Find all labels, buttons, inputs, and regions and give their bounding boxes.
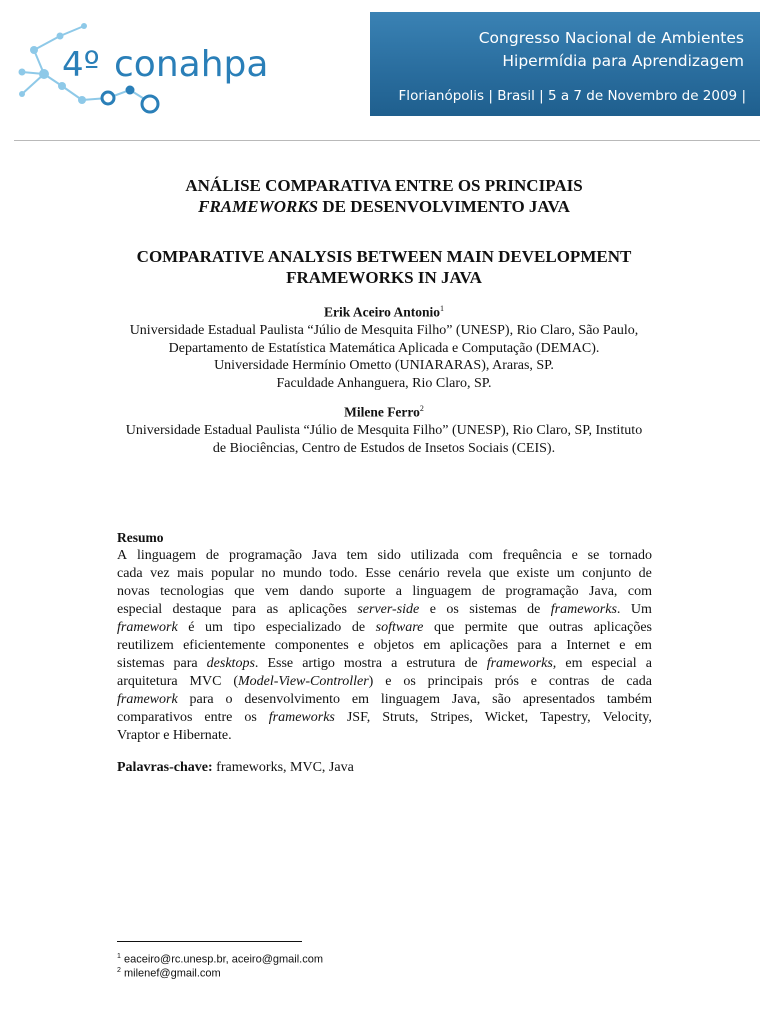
conference-header <box>0 0 768 130</box>
abstract-word: software <box>375 620 424 635</box>
abstract-word: em <box>351 692 370 707</box>
abstract-word: apresentados <box>522 692 596 707</box>
title-en-line2: FRAMEWORKS IN JAVA <box>286 268 482 287</box>
abstract-word: programação <box>228 548 303 563</box>
abstract-word: objetos <box>373 638 415 653</box>
abstract-word: para <box>517 638 542 653</box>
footnote-text: eaceiro@rc.unesp.br, aceiro@gmail.com <box>120 953 323 966</box>
abstract-word: os <box>403 674 416 689</box>
abstract-word: de <box>601 674 615 689</box>
abstract-word: utilizada <box>410 548 459 563</box>
author-affiliation: Departamento de Estatística Matemática Aplicada e Computação (DEMAC). <box>168 340 600 356</box>
abstract-word: Velocity, <box>602 710 652 725</box>
abstract-word: com <box>627 584 652 599</box>
abstract-word: framework <box>117 692 178 707</box>
abstract-word: Stripes, <box>430 710 473 725</box>
header-divider <box>14 140 760 141</box>
abstract-word: especial <box>591 656 637 671</box>
author-affiliation: Faculdade Anhanguera, Rio Claro, SP. <box>276 375 492 391</box>
abstract-word: a <box>550 638 558 653</box>
abstract-word: conjunto <box>582 566 632 581</box>
abstract-word: estrutura <box>406 656 456 671</box>
abstract-word: que <box>234 584 255 599</box>
abstract-word: a <box>391 656 398 671</box>
author-affiliation: de Biociências, Centro de Estudos de Insetos Sociais (CEIS). <box>212 440 556 456</box>
molecule-logo-icon <box>12 14 352 124</box>
abstract-word: artigo <box>302 656 335 671</box>
footnote-mark: 1 <box>117 953 121 960</box>
abstract-word: suporte <box>344 584 386 599</box>
abstract-word: linguagem <box>412 584 472 599</box>
author-name: Milene Ferro <box>344 404 420 420</box>
abstract-word: aplicações <box>593 620 652 635</box>
abstract-word: permite <box>464 620 508 635</box>
author-affiliation: Universidade Hermínio Ometto (UNIARARAS), Araras, SP. <box>214 358 554 374</box>
conference-banner <box>370 12 760 116</box>
abstract-word: JSF, <box>346 710 371 725</box>
abstract-word: com <box>468 548 493 563</box>
abstract-word: de <box>351 620 366 635</box>
abstract-line <box>117 727 652 745</box>
abstract-word: principais <box>427 674 483 689</box>
abstract-word: de <box>464 656 478 671</box>
abstract-word: também <box>606 692 652 707</box>
abstract-word: MVC <box>189 674 222 689</box>
abstract-word: vez <box>150 566 170 581</box>
abstract-word: linguagem <box>136 548 197 563</box>
abstract-word: linguagem <box>380 692 441 707</box>
author-block-1 <box>0 300 768 392</box>
title-portuguese <box>0 175 768 217</box>
abstract-word: mostra <box>343 656 383 671</box>
abstract-word: que <box>433 620 455 635</box>
abstract-word: frequência <box>502 548 562 563</box>
abstract-word: A <box>117 548 128 563</box>
abstract-word: prós <box>494 674 519 689</box>
footnote-mark: 2 <box>117 967 121 974</box>
title-pt-line1: ANÁLISE COMPARATIVA ENTRE OS PRINCIPAIS <box>185 176 583 195</box>
keywords-label: Palavras-chave: <box>117 760 213 775</box>
abstract-word: a <box>395 584 402 599</box>
abstract-word: e <box>385 674 392 689</box>
abstract-word: cada <box>117 566 143 581</box>
abstract-line <box>117 709 652 727</box>
abstract-word: de <box>638 566 652 581</box>
abstract-word: a <box>645 656 652 671</box>
abstract-body <box>117 547 652 745</box>
abstract-word: aplicações <box>288 602 347 617</box>
abstract-word: destaque <box>172 602 222 617</box>
keywords-value: frameworks, MVC, Java <box>212 760 354 775</box>
abstract-word: de <box>481 584 496 599</box>
author-block-2 <box>0 400 768 457</box>
abstract-word: contras <box>548 674 590 689</box>
author-footnote-mark: 2 <box>419 404 424 413</box>
logo-number: 4º <box>62 45 100 85</box>
title-pt-italic: FRAMEWORKS <box>198 197 319 216</box>
abstract-word: todo. <box>329 566 358 581</box>
abstract-word: um <box>556 566 575 581</box>
abstract-word: mundo <box>282 566 322 581</box>
abstract-word: frameworks. <box>550 602 621 617</box>
abstract-word: para <box>173 656 198 671</box>
abstract-word: entre <box>204 710 233 725</box>
abstract-word: tem <box>346 548 368 563</box>
abstract-word: é <box>188 620 195 635</box>
abstract-word: sistemas <box>117 656 165 671</box>
keywords-line <box>117 759 354 777</box>
abstract-line <box>117 619 652 637</box>
abstract-word: Java, <box>451 692 481 707</box>
footnote-2 <box>117 964 221 981</box>
abstract-line <box>117 583 652 601</box>
abstract-word: Hibernate. <box>172 728 232 743</box>
abstract-word: aplicações <box>449 638 509 653</box>
author-affiliation: Universidade Estadual Paulista “Júlio de Mesquita Filho” (UNESP), Rio Claro, SP, Instituto <box>125 423 643 439</box>
abstract-word: Wicket, <box>484 710 529 725</box>
abstract-word: Um <box>630 602 652 617</box>
abstract-word: reutilizem <box>117 638 174 653</box>
logo-word: conahpa <box>114 44 269 85</box>
abstract-word: um <box>205 620 223 635</box>
abstract-word: desktops. <box>206 656 259 671</box>
abstract-line <box>117 673 652 691</box>
abstract-word: que <box>518 620 539 635</box>
abstract-word: e <box>163 728 170 743</box>
abstract-word: em <box>634 638 652 653</box>
abstract-word: existe <box>516 566 550 581</box>
footnote-divider <box>117 941 302 942</box>
abstract-line <box>117 601 652 619</box>
abstract-word: Java, <box>589 584 618 599</box>
abstract-word: Esse <box>365 566 391 581</box>
abstract-word: em <box>423 638 441 653</box>
abstract-word: e <box>429 602 436 617</box>
abstract-word: cenário <box>398 566 440 581</box>
abstract-word: revela <box>447 566 482 581</box>
banner-title-line2: Hipermídia para Aprendizagem <box>502 52 744 70</box>
abstract-word: tecnologias <box>160 584 224 599</box>
abstract-word: cada <box>626 674 652 689</box>
title-en-line1: COMPARATIVE ANALYSIS BETWEEN MAIN DEVELOPMENT <box>136 247 632 266</box>
abstract-word: Esse <box>267 656 294 671</box>
abstract-word: vem <box>264 584 290 599</box>
abstract-word: sistemas <box>469 602 517 617</box>
title-pt-line2 <box>0 196 768 217</box>
abstract-word: mais <box>177 566 204 581</box>
author-footnote-mark: 1 <box>440 304 444 313</box>
abstract-word: popular <box>211 566 254 581</box>
abstract-word: novas <box>117 584 150 599</box>
conahpa-logo <box>12 14 352 124</box>
abstract-word: Tapestry, <box>540 710 591 725</box>
abstract-word: e <box>619 638 626 653</box>
abstract-word: em <box>565 656 583 671</box>
author-affiliation: Universidade Estadual Paulista “Júlio de Mesquita Filho” (UNESP), Rio Claro, São Paulo, <box>129 323 639 339</box>
banner-location-date: Florianópolis | Brasil | 5 a 7 de Novembro de 2009 | <box>398 88 746 104</box>
abstract-word: os <box>446 602 459 617</box>
abstract-word: são <box>492 692 511 707</box>
title-english <box>0 246 768 288</box>
abstract-word: de <box>205 548 220 563</box>
abstract-word: (Model-View-Controller) <box>233 674 374 689</box>
abstract-word: server-side <box>357 602 420 617</box>
abstract-word: que <box>488 566 510 581</box>
abstract-line <box>117 691 652 709</box>
abstract-word: especializado <box>265 620 342 635</box>
abstract-word: e <box>571 548 578 563</box>
abstract-word: frameworks <box>268 710 335 725</box>
banner-title-line1: Congresso Nacional de Ambientes <box>478 29 744 47</box>
abstract-word: comparativos <box>117 710 193 725</box>
abstract-word: o <box>225 692 233 707</box>
footnote-text: milenef@gmail.com <box>120 967 221 980</box>
abstract-word: e <box>358 638 365 653</box>
abstract-word: sido <box>377 548 401 563</box>
abstract-heading: Resumo <box>117 530 164 545</box>
abstract-line <box>117 637 652 655</box>
abstract-word: especial <box>117 602 163 617</box>
abstract-word: dando <box>299 584 334 599</box>
abstract-word: desenvolvimento <box>244 692 341 707</box>
abstract-word: eficientemente <box>183 638 266 653</box>
abstract-word: Internet <box>566 638 610 653</box>
abstract-word: Struts, <box>382 710 419 725</box>
abstract-word: Java <box>311 548 337 563</box>
abstract-word: outras <box>548 620 584 635</box>
abstract-word: componentes <box>274 638 349 653</box>
abstract-line <box>117 547 652 565</box>
abstract-line <box>117 655 652 673</box>
abstract-word: arquitetura <box>117 674 178 689</box>
abstract-word: se <box>587 548 600 563</box>
abstract-line <box>117 565 652 583</box>
abstract-word: tipo <box>233 620 256 635</box>
abstract-word: Vraptor <box>117 728 160 743</box>
title-pt-rest: DE DESENVOLVIMENTO JAVA <box>318 197 570 216</box>
abstract-word: frameworks, <box>486 656 557 671</box>
abstract-word: para <box>231 602 257 617</box>
abstract-word: de <box>527 602 541 617</box>
abstract-word: para <box>189 692 214 707</box>
abstract-word: as <box>266 602 279 617</box>
abstract-word: e <box>530 674 538 689</box>
abstract-word: framework <box>117 620 178 635</box>
abstract-section <box>117 529 652 745</box>
abstract-word: os <box>244 710 257 725</box>
author-name: Erik Aceiro Antonio <box>323 304 440 320</box>
abstract-word: tornado <box>609 548 652 563</box>
abstract-word: programação <box>505 584 579 599</box>
abstract-word: no <box>261 566 276 581</box>
